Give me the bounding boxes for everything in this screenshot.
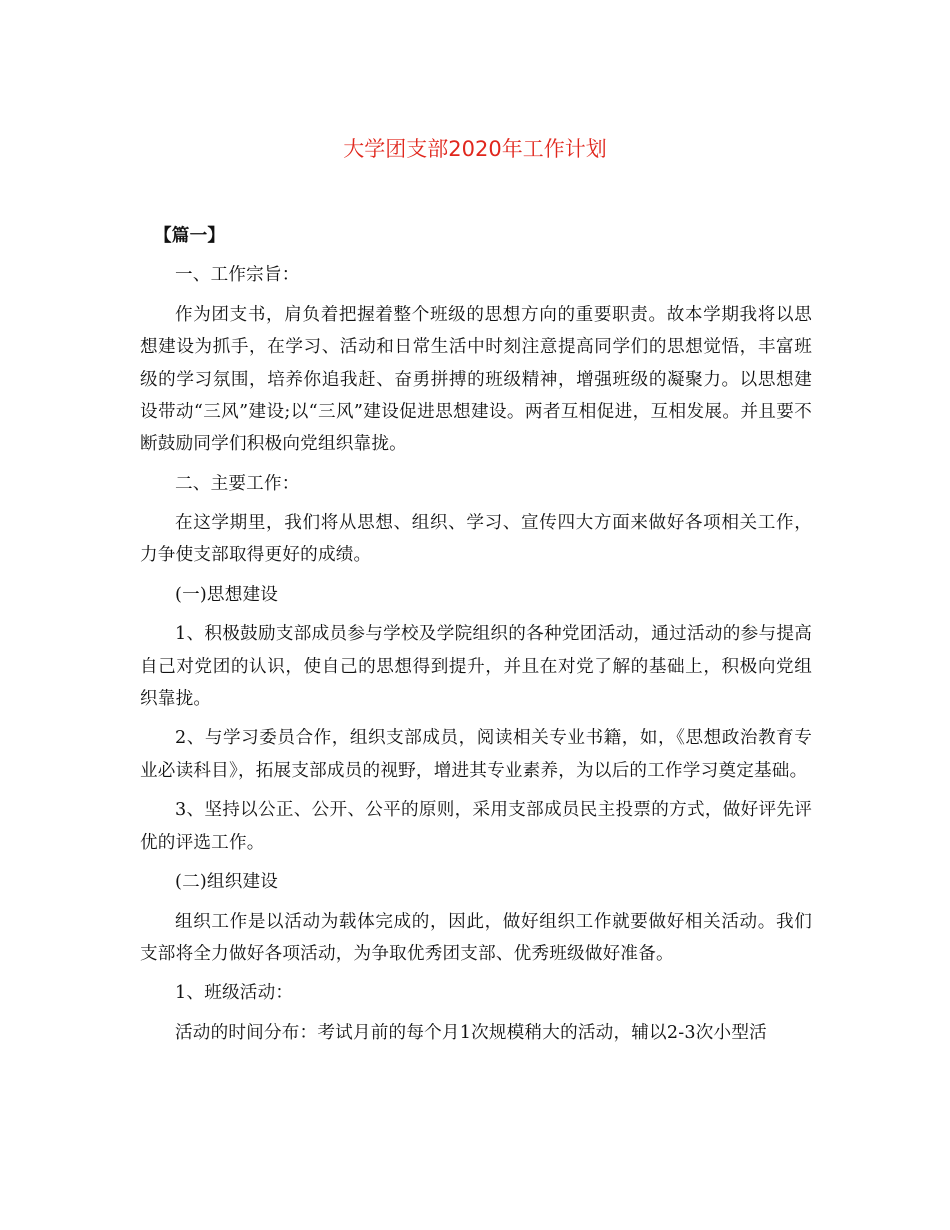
list-item-class-activities: 1、班级活动： xyxy=(175,983,294,1004)
list-item-ideology-1: 1、积极鼓励支部成员参与学校及学院组织的各种党团活动，通过活动的参与提高自己对党团的认识，使自己的思想得到提升，并且在对党了解的基础上，积极向党组织靠拢。 xyxy=(140,624,812,709)
section-heading-main-work: 二、主要工作： xyxy=(175,473,300,494)
subheading-ideology: (一)思想建设 xyxy=(175,584,279,605)
document-body xyxy=(140,220,812,1056)
list-item-ideology-2: 2、与学习委员合作，组织支部成员，阅读相关专业书籍，如，《思想政治教育专业必读科目》，拓展支部成员的视野，增进其专业素养，为以后的工作学习奠定基础。 xyxy=(140,728,812,781)
list-item-ideology-3: 3、坚持以公正、公开、公平的原则，采用支部成员民主投票的方式，做好评先评优的评选工作。 xyxy=(140,800,812,853)
document-title: 大学团支部2020年工作计划 xyxy=(343,137,607,161)
paragraph-main-work: 在这学期里，我们将从思想、组织、学习、宣传四大方面来做好各项相关工作，力争使支部取得更好的成绩。 xyxy=(140,513,812,566)
section-heading-purpose: 一、工作宗旨： xyxy=(175,265,300,286)
paragraph-activity-schedule: 活动的时间分布：考试月前的每个月1次规模稍大的活动，辅以2-3次小型活 xyxy=(175,1022,767,1043)
paragraph-organization: 组织工作是以活动为载体完成的，因此，做好组织工作就要做好相关活动。我们支部将全力做好各项活动，为争取优秀团支部、优秀班级做好准备。 xyxy=(140,911,812,964)
paragraph-purpose: 作为团支书，肩负着把握着整个班级的思想方向的重要职责。故本学期我将以思想建设为抓手，在学习、活动和日常生活中时刻注意提高同学们的思想觉悟，丰富班级的学习氛围，培养你追我赶、奋勇拼搏的班级精神，增强班级的凝聚力。以思想建设带动“三风”建设;以“三风”建设促进思想建设。两者互相促进，互相发展。并且要不断鼓励同学们积极向党组织靠拢。 xyxy=(140,304,812,455)
section-label-part-one: 【篇一】 xyxy=(154,225,226,246)
subheading-organization: (二)组织建设 xyxy=(175,872,279,893)
